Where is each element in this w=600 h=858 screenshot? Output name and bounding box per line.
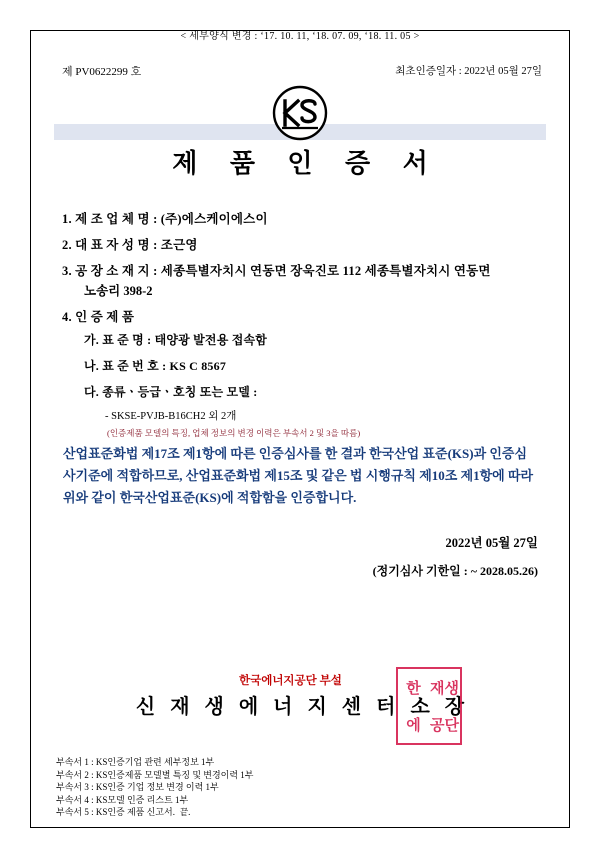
page-title: 제 품 인 증 서 [172, 149, 441, 178]
field-factory-address: 3. 공 장 소 재 지 : 세종특별자치시 연동면 장욱진로 112 세종특별자치시 연동면 [62, 264, 491, 278]
first-certification-date: 최초인증일자 : 2022년 05월 27일 [395, 66, 542, 77]
document-number: 제 PV0622299 호 [62, 66, 142, 78]
attachment-item: 부속서 3 : KS인증 기업 정보 변경 이력 1부 [56, 782, 219, 792]
ks-logo-icon [271, 84, 329, 142]
subfield-type-grade-model: 다. 종류ㆍ등급ㆍ호칭 또는 모델 : [84, 385, 258, 399]
issuer-title: 신 재 생 에 너 지 센 터 소 장 [135, 696, 470, 718]
official-seal-stamp [396, 667, 462, 745]
issuer-prefix: 한국에너지공단 부설 [239, 675, 342, 687]
periodic-inspection-deadline: (정기심사 기한일 : ~ 2028.05.26) [372, 564, 538, 578]
seal-char-2: 재생 [430, 681, 459, 697]
seal-char-1: 한 [406, 681, 421, 697]
attachment-item: 부속서 4 : KS모델 인증 리스트 1부 [56, 794, 189, 805]
field-factory-address-cont: 노송리 398-2 [84, 284, 153, 298]
attachment-item: 부속서 5 : KS인증 제품 신고서. 끝. [56, 807, 191, 817]
model-note: (인증제품 모델의 특징, 업체 정보의 변경 이력은 부속서 2 및 3을 따름) [107, 428, 361, 438]
attachment-item: 부속서 2 : KS인증제품 모델별 특징 및 변경이력 1부 [56, 769, 254, 780]
model-list: - SKSE-PVJB-B16CH2 외 2개 [105, 411, 237, 422]
seal-char-4: 공단 [430, 718, 459, 734]
attachment-list [56, 756, 254, 819]
subfield-standard-number: 나. 표 준 번 호 : KS C 8567 [84, 359, 227, 373]
field-manufacturer: 1. 제 조 업 체 명 : (주)에스케이에스이 [62, 212, 268, 226]
field-representative: 2. 대 표 자 성 명 : 조근영 [62, 238, 198, 252]
attachment-item: 부속서 1 : KS인증기업 관련 세부정보 1부 [56, 757, 215, 767]
subfield-standard-name: 가. 표 준 명 : 태양광 발전용 접속함 [84, 333, 268, 347]
seal-char-3: 에 [406, 718, 421, 734]
certification-body-text: 산업표준화법 제17조 제1항에 따른 인증심사를 한 결과 한국산업 표준(KS)과 인증심사기준에 적합하므로, 산업표준화법 제15조 및 같은 법 시행규칙 제10조 제1항에 따라 위와 같이 한국산업표준(KS)에 적합함을 인증합니다. [63, 446, 534, 505]
field-certified-product: 4. 인 증 제 품 [62, 310, 135, 324]
signature-date: 2022년 05월 27일 [445, 536, 538, 550]
revision-note: < 세부양식 변경 : ‘17. 10. 11, ‘18. 07. 09, ‘18. 11. 05 > [180, 31, 420, 42]
